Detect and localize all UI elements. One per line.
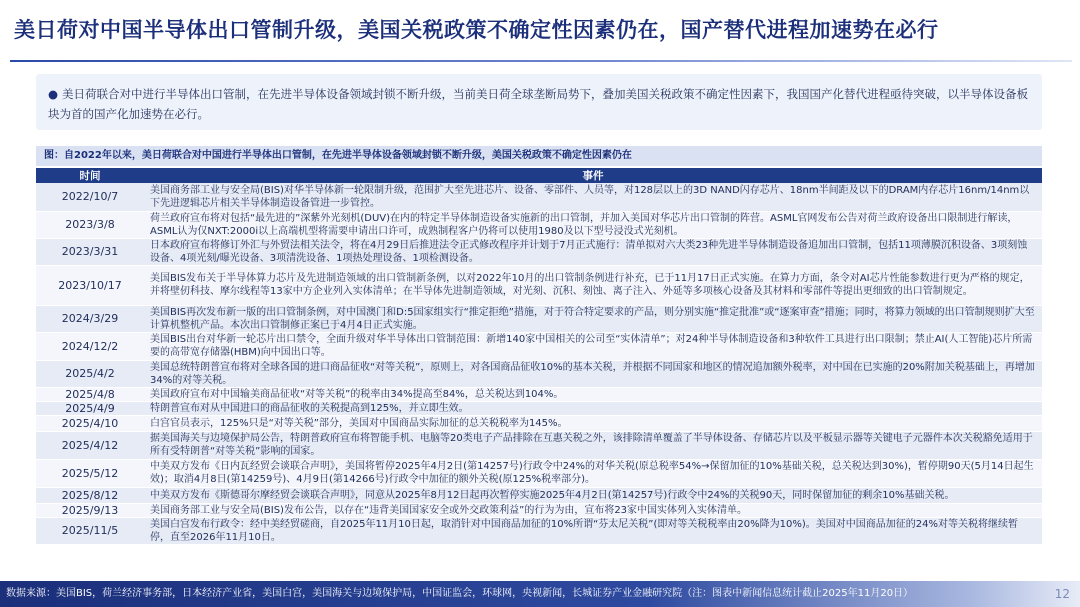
table-row	[36, 265, 1042, 305]
row-date: 2025/5/12	[36, 459, 144, 487]
table-row	[36, 387, 1042, 401]
table-row	[36, 431, 1042, 459]
bullet-icon: ●	[48, 87, 59, 101]
table-header-row	[36, 168, 1042, 183]
table-row	[36, 415, 1042, 431]
table-row	[36, 517, 1042, 544]
row-date: 2023/3/8	[36, 211, 144, 238]
table-row	[36, 211, 1042, 238]
row-date: 2025/4/12	[36, 431, 144, 459]
row-event: 据美国海关与边境保护局公告，特朗普政府宣布将智能手机、电脑等20类电子产品排除在互惠关税之外，该排除清单覆盖了半导体设备、存储芯片以及平板显示器等关键电子元器件本次关税豁免适用于所有受特朗普“对等关税”影响的国家。	[144, 431, 1042, 459]
row-date: 2025/4/8	[36, 387, 144, 401]
row-date: 2024/12/2	[36, 332, 144, 360]
row-event: 美国政府宣布对中国输美商品征收“对等关税”的税率由34%提高至84%，总关税达到104%。	[144, 387, 1042, 401]
row-event: 美国BIS再次发布新一版的出口管制条例，对中国澳门和D:5国家组实行“推定拒绝”措施，对于符合特定要求的产品，则分别实施“推定批准”或“逐案审查”措施；同时，将算力领域的出口管制规则扩大至计算机整机产品。本次出口管制修正案已于4月4日正式实施。	[144, 305, 1042, 332]
table-row	[36, 183, 1042, 211]
row-date: 2023/3/31	[36, 238, 144, 265]
table-row	[36, 238, 1042, 265]
row-date: 2025/9/13	[36, 503, 144, 517]
row-event: 美国BIS发布关于半导体算力芯片及先进制造领域的出口管制新条例，以对2022年10月的出口管制条例进行补充，已于11月17日正式实施。在算力方面，条令对AI芯片性能参数进行更为严格的规定，并将壁仞科技、摩尔线程等13家中方企业列入实体清单；在半导体先进制造领域，对光刻、沉积、刻蚀、离子注入、外延等多项核心设备及其材料和零部件等提出更细致的出口管制规定。	[144, 265, 1042, 305]
row-date: 2025/11/5	[36, 517, 144, 544]
row-event: 美国BIS出台对华新一轮芯片出口禁令，全面升级对华半导体出口管制范围：新增140家中国相关的公司至“实体清单”；对24种半导体制造设备和3种软件工具进行出口限制；禁止AI(人工智能)芯片所需要的高带宽存储器(HBM)向中国出口等。	[144, 332, 1042, 360]
table-row	[36, 487, 1042, 503]
row-date: 2023/10/17	[36, 265, 144, 305]
row-event: 中美双方发布《日内瓦经贸会谈联合声明》，美国将暂停2025年4月2日(第14257号)行政令中24%的对华关税(原总税率54%→保留加征的10%基础关税，总关税达到30%)，暂停期90天(5月14日起生效)；取消4月8日(第14259号)、4月9日(第14266号)行政令中加征的额外关税(原125%税率部分)。	[144, 459, 1042, 487]
table-row	[36, 305, 1042, 332]
table-row	[36, 360, 1042, 387]
row-date: 2022/10/7	[36, 183, 144, 211]
row-date: 2025/4/9	[36, 401, 144, 415]
summary-text: 美日荷联合对中进行半导体出口管制，在先进半导体设备领域封锁不断升级，当前美日荷全球垄断局势下，叠加美国关税政策不确定性因素下，我国国产化替代进程亟待突破，以半导体设备板块为首的国产化加速势在必行。	[48, 87, 1029, 121]
table-row	[36, 503, 1042, 517]
row-date: 2025/4/2	[36, 360, 144, 387]
header-event: 事件	[144, 168, 1042, 183]
table-row	[36, 401, 1042, 415]
row-event: 中美双方发布《斯德哥尔摩经贸会谈联合声明》，同意从2025年8月12日起再次暂停实施2025年4月2日(第14257号)行政令中24%的关税90天，同时保留加征的剩余10%基础关税。	[144, 487, 1042, 503]
header-date: 时间	[36, 168, 144, 183]
row-date: 2024/3/29	[36, 305, 144, 332]
row-event: 美国商务部工业与安全局(BIS)对华半导体新一轮限制升级，范围扩大至先进芯片、设备、零部件、人员等，对128层以上的3D NAND闪存芯片、18nm半间距及以下的DRAM内存芯片16nm/14nm以下先进逻辑芯片相关半导体制造设备管进一步管控。	[144, 183, 1042, 211]
row-date: 2025/4/10	[36, 415, 144, 431]
table-row	[36, 332, 1042, 360]
row-event: 美国商务部工业与安全局(BIS)发布公告，以存在“违背美国国家安全或外交政策利益”的行为为由，宣布将23家中国实体列入实体清单。	[144, 503, 1042, 517]
row-date: 2025/8/12	[36, 487, 144, 503]
title-underline	[10, 60, 1072, 62]
summary-box	[36, 74, 1042, 130]
row-event: 日本政府宣布将修订外汇与外贸法相关法令，将在4月29日后推进法令正式修改程序并计划于7月正式施行：清单拟对六大类23种先进半导体制造设备追加出口管制，包括11项薄膜沉积设备、3项刻蚀设备、4项光刻/曝光设备、3项清洗设备、1项热处理设备、1项检测设备。	[144, 238, 1042, 265]
row-event: 美国白宫发布行政令：经中美经贸磋商，自2025年11月10日起，取消针对中国商品加征的10%所谓“芬太尼关税”(即对等关税税率由20%降为10%)。美国对中国商品加征的24%对等关税将继续暂停，直至2026年11月10日。	[144, 517, 1042, 544]
row-event: 特朗普宣布对从中国进口的商品征收的关税提高到125%，并立即生效。	[144, 401, 1042, 415]
data-source-footer: 数据来源：美国BIS，荷兰经济事务部，日本经济产业省，美国白宫，美国海关与边境保护局，中国证监会，环球网，央视新闻，长城证券产业金融研究院（注：图表中新闻信息统计截止2025年11月20日）	[0, 581, 1080, 607]
row-event: 美国总统特朗普宣布将对全球各国的进口商品征收“对等关税”，原则上，对各国商品征收10%的基本关税，并根据不同国家和地区的情况追加额外税率，对中国在已实施的20%附加关税基础上，再增加34%的对等关税。	[144, 360, 1042, 387]
page-number: 12	[1054, 587, 1070, 601]
row-event: 白宫官员表示，125%只是“对等关税”部分，美国对中国商品实际加征的总关税税率为145%。	[144, 415, 1042, 431]
table-row	[36, 459, 1042, 487]
page-title: 美日荷对中国半导体出口管制升级，美国关税政策不确定性因素仍在，国产替代进程加速势在必行	[14, 18, 939, 42]
figure-caption: 图：自2022年以来，美日荷联合对中国进行半导体出口管制，在先进半导体设备领域封锁不断升级，美国关税政策不确定性因素仍在	[36, 146, 1042, 166]
row-event: 荷兰政府宣布将对包括“最先进的”深紫外光刻机(DUV)在内的特定半导体制造设备实施新的出口管制，并加入美国对华芯片出口管制的阵营。ASML官网发布公告对荷兰政府设备出口限制进行解读，ASML认为仅NXT:2000i以上高端机型将需要申请出口许可，成熟制程客户仍将可以使用1980及以下型号浸没式光刻机。	[144, 211, 1042, 238]
events-table	[36, 168, 1042, 545]
